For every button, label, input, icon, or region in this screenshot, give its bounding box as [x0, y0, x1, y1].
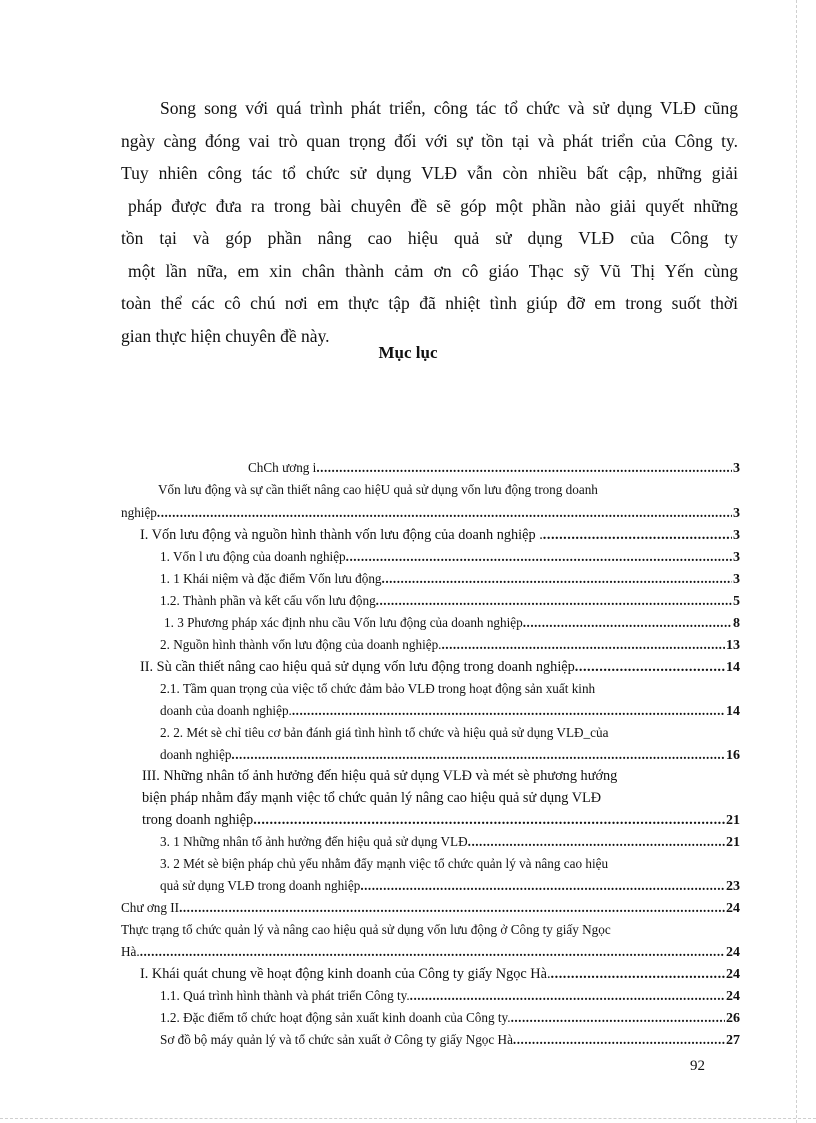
page-edge-right [796, 0, 797, 1123]
toc-entry[interactable]: I. Khái quát chung về hoạt động kinh doanh của Công ty giấy Ngọc Hà. ..... 24 [140, 966, 740, 983]
toc-page-number: 16 [726, 748, 740, 763]
page-edge-bottom [0, 1118, 816, 1119]
toc-page-number: 3 [733, 461, 740, 476]
toc-page-number: 24 [726, 967, 740, 982]
toc-entry[interactable]: II. Sù cần thiết nâng cao hiệu quả sử dụng vốn lưu động trong doanh nghiệp ..... 14 [140, 659, 740, 676]
toc-entry[interactable]: 1. Vốn l ưu động của doanh nghiệp ..... 3 [160, 549, 740, 566]
intro-line: một lần nữa, em xin chân thành cảm ơn cô giáo Thạc sỹ Vũ Thị Yến cùng [128, 260, 738, 281]
toc-entry[interactable]: 1. 3 Phương pháp xác định nhu cầu Vốn lưu động của doanh nghiệp ..... 8 [164, 615, 740, 632]
toc-entry[interactable]: 1.2. Thành phần và kết cấu vốn lưu động ..... 5 [160, 593, 740, 610]
toc-entry-text: biện pháp nhằm đẩy mạnh việc tổ chức quản lý nâng cao hiệu quả sử dụng VLĐ [142, 790, 602, 806]
toc-entry-text: 2.1. Tầm quan trọng của việc tổ chức đảm bảo VLĐ trong hoạt động sản xuất kinh [160, 681, 596, 696]
toc-page-number: 8 [733, 616, 740, 631]
toc-page-number: 27 [726, 1033, 740, 1048]
toc-entry[interactable]: 3. 1 Những nhân tố ảnh hưởng đến hiệu quả sử dụng VLĐ ..... 21 [160, 834, 740, 851]
toc-page-number: 3 [733, 550, 740, 565]
toc-entry-text: 2. 2. Mét sè chỉ tiêu cơ bản đánh giá tình hình tổ chức và hiệu quả sử dụng VLĐ_của [160, 725, 609, 740]
toc-entry[interactable]: Chư ơng II ..... 24 [121, 900, 740, 917]
intro-line: Song song với quá trình phát triển, công tác tổ chức và sử dụng VLĐ cũng [160, 98, 738, 118]
page-number: 92 [690, 1058, 705, 1074]
intro-line: pháp được đưa ra trong bài chuyên đề sẽ góp một phần nào giải quyết những [128, 195, 738, 216]
toc-page-number: 24 [726, 989, 740, 1004]
toc-page-number: 24 [726, 901, 740, 916]
toc-entry[interactable]: quả sử dụng VLĐ trong doanh nghiệp ..... 23 [160, 878, 740, 895]
toc-entry[interactable]: Hà. ..... 24 [121, 944, 740, 961]
toc-entry-text: III. Những nhân tố ảnh hưởng đến hiệu quả sử dụng VLĐ và mét sè phương hướng [142, 768, 618, 784]
toc-entry[interactable]: 1. 1 Khái niệm và đặc điểm Vốn lưu động ..... 3 [160, 571, 740, 588]
intro-line: Tuy nhiên công tác tổ chức sử dụng VLĐ vẫn còn nhiều bất cập, những giải [121, 163, 738, 183]
toc-entry-text: 3. 2 Mét sè biện pháp chủ yếu nhằm đẩy mạnh việc tổ chức quản lý và nâng cao hiệu [160, 856, 609, 871]
toc-entry[interactable]: nghiệp ..... 3 [121, 505, 740, 522]
toc-entry[interactable]: I. Vốn lưu động và nguồn hình thành vốn lưu động của doanh nghiệp . ..... 3 [140, 527, 740, 544]
intro-line: tồn tại và góp phần nâng cao hiệu quả sử dụng VLĐ của Công ty [121, 228, 738, 248]
toc-entry[interactable]: doanh nghiệp ..... 16 [160, 747, 740, 764]
toc-page-number: 13 [726, 638, 740, 653]
toc-page-number: 26 [726, 1011, 740, 1026]
intro-line: ngày càng đóng vai trò quan trọng đối với sự tồn tại và phát triển của Công ty. [121, 130, 738, 151]
toc-entry-text: Vốn lưu động và sự cần thiết nâng cao hiệU quả sử dụng vốn lưu động trong doanh [158, 482, 598, 497]
toc-entry-text: Thực trạng tổ chức quản lý và nâng cao hiệu quả sử dụng vốn lưu động ở Công ty giấy Ngọc [121, 922, 611, 937]
toc-page-number: 3 [733, 528, 740, 543]
intro-paragraph [121, 92, 738, 352]
toc-entry[interactable]: ChCh ương i ..... 3 [248, 460, 740, 477]
toc-page-number: 21 [726, 835, 740, 850]
toc-entry[interactable]: 2. Nguồn hình thành vốn lưu động của doanh nghiệp. ..... 13 [160, 637, 740, 654]
toc-entry[interactable]: trong doanh nghiệp ..... 21 [142, 812, 740, 829]
toc-page-number: 14 [726, 660, 740, 675]
toc-page-number: 23 [726, 879, 740, 894]
toc-entry[interactable]: doanh của doanh nghiệp. ..... 14 [160, 703, 740, 720]
toc-page-number: 3 [733, 506, 740, 521]
toc-page-number: 5 [733, 594, 740, 609]
toc-entry[interactable]: Sơ đồ bộ máy quản lý và tổ chức sản xuất ở Công ty giấy Ngọc Hà ..... 27 [160, 1032, 740, 1049]
toc-page-number: 14 [726, 704, 740, 719]
toc-page-number: 24 [726, 945, 740, 960]
toc-page-number: 3 [733, 572, 740, 587]
intro-line: toàn thể các cô chú nơi em thực tập đã nhiệt tình giúp đỡ em trong suốt thời [121, 293, 738, 313]
toc-heading: Mục lục [378, 343, 438, 362]
toc-entry[interactable]: 1.2. Đặc điểm tổ chức hoạt động sản xuất kinh doanh của Công ty. ..... 26 [160, 1010, 740, 1027]
intro-line: gian thực hiện chuyên đề này. [121, 325, 330, 346]
toc-entry[interactable]: 1.1. Quá trình hình thành và phát triển Công ty. ..... 24 [160, 988, 740, 1005]
toc-page-number: 21 [726, 813, 740, 828]
